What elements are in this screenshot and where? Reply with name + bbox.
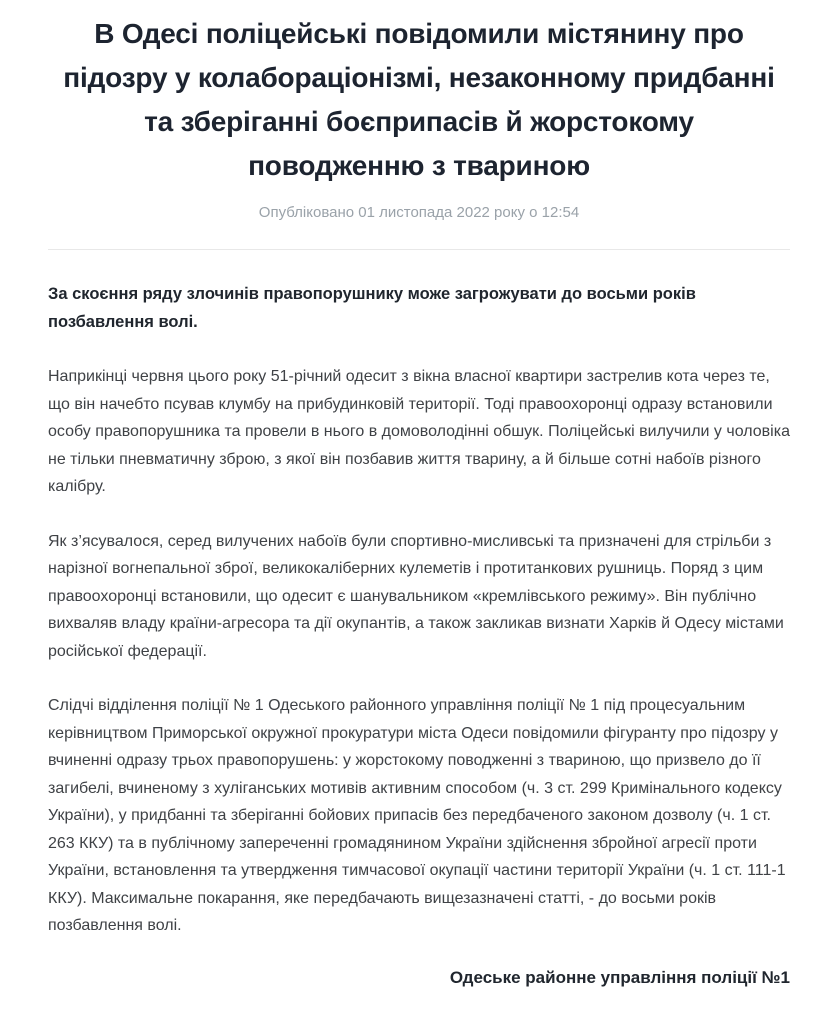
lead-paragraph: За скоєння ряду злочинів правопорушнику може загрожувати до восьми років позбавлення волі. xyxy=(48,285,696,331)
byline: Одеське районне управління поліції №1 xyxy=(449,967,790,987)
article-title: В Одесі поліцейські повідомили містянину про підозру у колабораціонізмі, незаконному придбанні та зберіганні боєприпасів й жорстокому поводженню з твариною xyxy=(63,18,775,181)
body-paragraph: Як з’ясувалося, серед вилучених набоїв були спортивно-мисливські та призначені для стрільби з нарізної вогнепальної зброї, великокаліберних кулеметів і протитанкових рушниць. Поряд з цим правоохоронці встановили, що одесит є шанувальником «кремлівського режиму». Він публічно вихваляв владу країни-агресора та дії окупантів, а також закликав визнати Харків й Одесу містами російської федерації. xyxy=(48,532,784,660)
body-paragraph: Слідчі відділення поліції № 1 Одеського районного управління поліції № 1 під процесуальним керівництвом Приморської окружної прокуратури міста Одеси повідомили фігуранту про підозру у вчиненні одразу трьох правопорушень: у жорстокому поводженні з твариною, що призвело до її загибелі, вчиненому з хуліганських мотивів активним способом (ч. 3 ст. 299 Кримінального кодексу України), у придбанні та зберіганні бойових припасів без передбаченого законом дозволу (ч. 1 ст. 263 ККУ) та в публічному запереченні громадянином України здійснення збройної агресії проти України, встановлення та утвердження тимчасової окупації частини території України (ч. 1 ст. 111-1 ККУ). Максимальне покарання, яке передбачають вищезазначені статті, - до восьми років позбавлення волі. xyxy=(48,697,786,934)
publish-date: Опубліковано 01 листопада 2022 року о 12:54 xyxy=(258,204,580,221)
body-paragraph: Наприкінці червня цього року 51-річний одесит з вікна власної квартири застрелив кота через те, що він начебто псував клумбу на прибудинковій території. Тоді правоохоронці одразу встановили особу правопорушника та провели в нього в домоволодінні обшук. Поліцейські вилучили у чоловіка не тільки пневматичну зброю, з якої він позбавив життя тварину, а й більше сотні набоїв різного калібру. xyxy=(48,368,790,495)
divider xyxy=(48,249,790,250)
